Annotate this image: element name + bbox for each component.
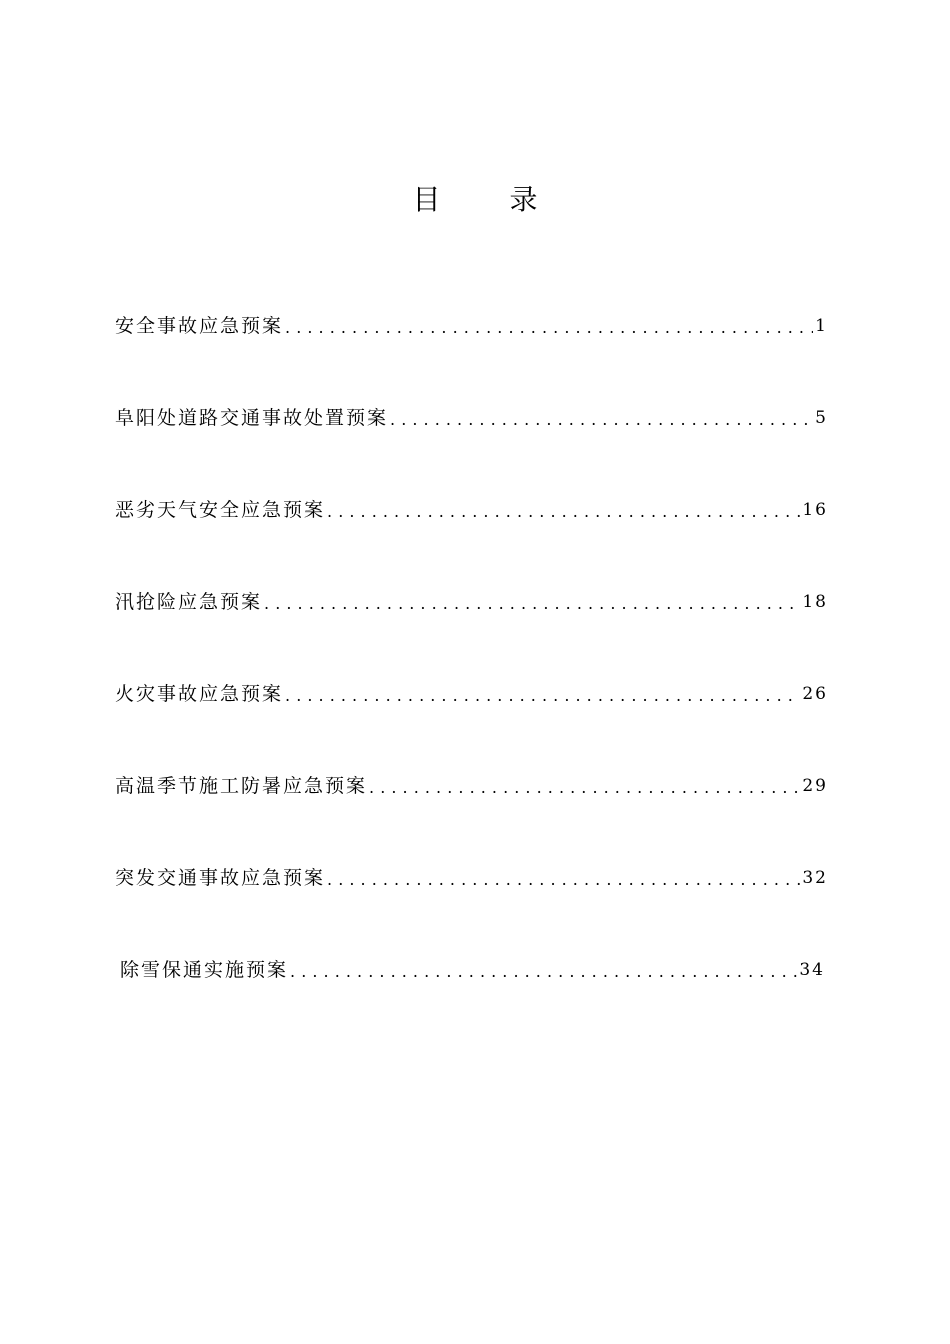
toc-entry-label: 恶劣天气安全应急预案: [115, 499, 326, 521]
toc-entry-page: 18: [802, 592, 828, 612]
page-title: 目 录: [412, 183, 568, 216]
toc-entry-page: 5: [815, 408, 828, 428]
toc-entry[interactable]: [115, 310, 828, 342]
toc-entry[interactable]: [120, 954, 825, 986]
toc-entry-label: 汛抢险应急预案: [115, 591, 263, 613]
toc-entry-label: 阜阳处道路交通事故处置预案: [115, 407, 389, 429]
dot-leader: [283, 310, 813, 342]
toc-entry-label: 安全事故应急预案: [115, 315, 284, 337]
toc-entry-page: 29: [802, 776, 828, 796]
toc-entry-label: 高温季节施工防暑应急预案: [115, 775, 368, 797]
toc-entry-page: 26: [802, 684, 828, 704]
toc-entry-page: 16: [802, 500, 828, 520]
dot-leader: [283, 678, 800, 710]
toc-entry-label: 突发交通事故应急预案: [115, 867, 326, 889]
toc-entry-page: 34: [799, 960, 825, 980]
toc-entry[interactable]: [115, 402, 828, 434]
toc-entry[interactable]: [115, 678, 828, 710]
dot-leader: [325, 862, 800, 894]
dot-leader: [388, 402, 813, 434]
toc-entry-label: 除雪保通实施预案: [120, 959, 289, 981]
dot-leader: [288, 954, 797, 986]
toc-entry-page: 1: [815, 316, 828, 336]
toc-entry-page: 32: [802, 868, 828, 888]
toc-entry[interactable]: [115, 586, 828, 618]
toc-entry[interactable]: [115, 494, 828, 526]
dot-leader: [262, 586, 800, 618]
toc-entry[interactable]: [115, 862, 828, 894]
dot-leader: [325, 494, 800, 526]
toc-entry-label: 火灾事故应急预案: [115, 683, 284, 705]
dot-leader: [367, 770, 800, 802]
toc-entry[interactable]: [115, 770, 828, 802]
